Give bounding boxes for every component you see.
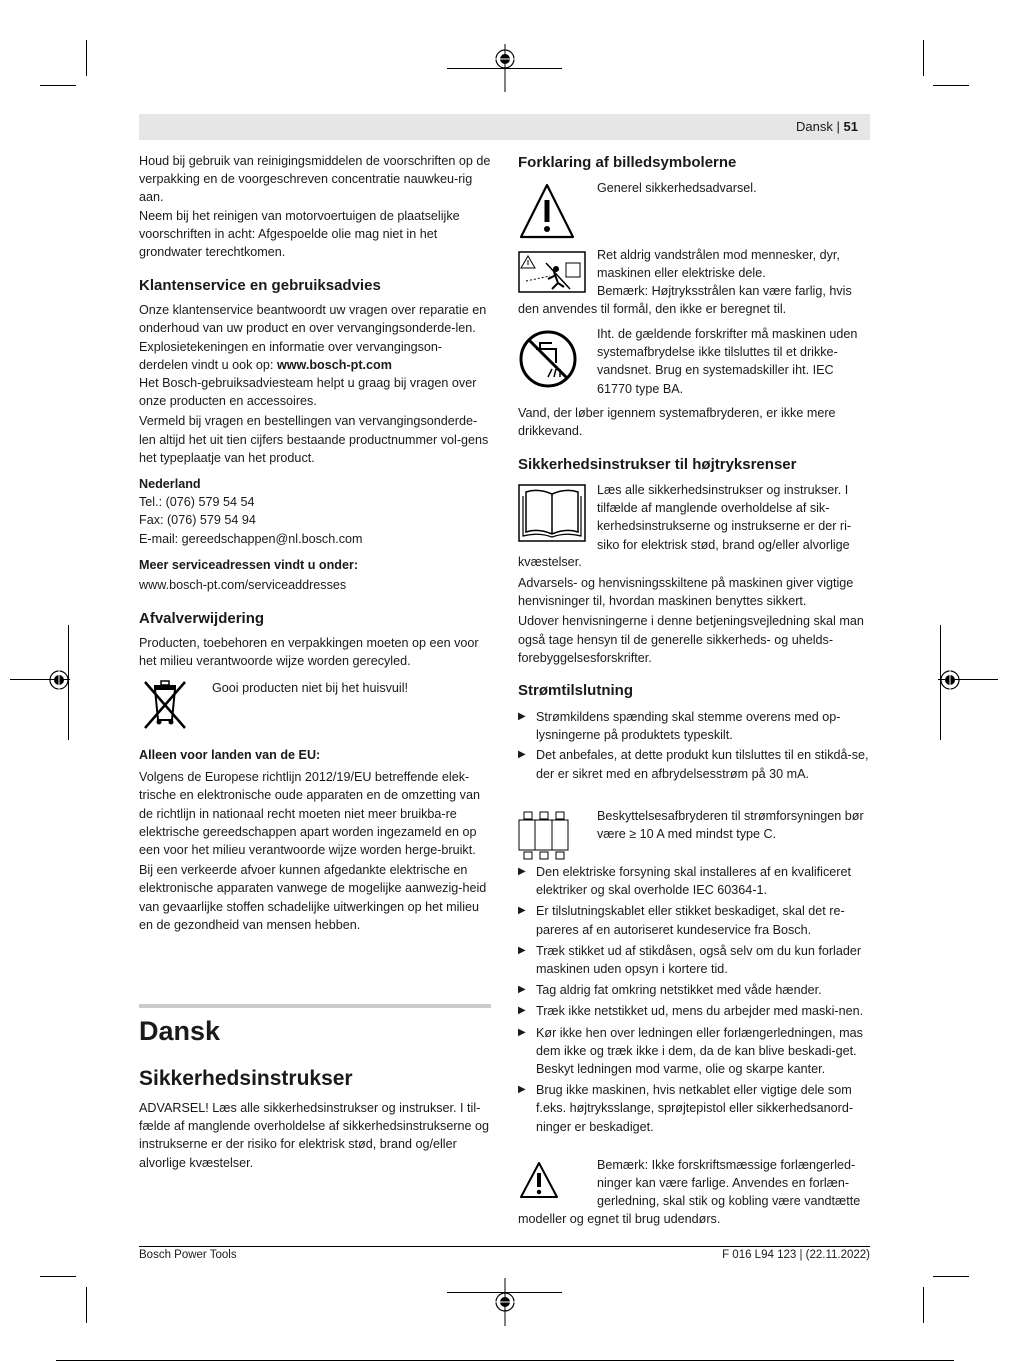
phone: Tel.: (076) 579 54 54 [139, 495, 255, 510]
bin-caption: Gooi producten niet bij het huisvuil! [212, 681, 409, 695]
list-item: ▶ Den elektriske forsyning skal installeres af en kvalificeret elektriker og skal overholde IEC 60364-1. [518, 863, 870, 899]
paragraph: Udover henvisningerne i denne betjeningsvejledning skal man også tage hensyn til de generelle sikkerheds- og uhelds-forebyggelsesforskrifter. [518, 614, 864, 665]
paragraph: Læs alle sikkerhedsinstrukser og instrukser. I tilfælde af manglende overholdelse af sik-kerhedsinstrukserne og instrukserne er der ri-siko for elektrisk stød, brand og/eller alvorlige [597, 483, 852, 552]
bullet-list [518, 863, 870, 1136]
list-item: ▶ Træk stikket ud af stikdåsen, også selv om du kun forlader maskinen uden opsyn i kortere tid. [518, 942, 870, 978]
footer-rule [139, 1246, 870, 1247]
section-heading: Klantenservice en gebruiksadvies [139, 277, 381, 295]
paragraph: Neem bij het reinigen van motorvoertuigen de plaatselijke voorschriften in acht: Afgespoelde olie mag niet in het grondwater terechtkomen. [139, 208, 460, 260]
section-heading: Afvalverwijdering [139, 610, 265, 628]
paragraph: Het Bosch-gebruiksadviesteam helpt u graag bij vragen over onze producten en accessoires. [139, 376, 477, 409]
registration-mark-icon [937, 668, 963, 692]
circuit-breaker-icon [518, 810, 570, 862]
warning-triangle-icon [518, 182, 576, 240]
registration-mark-icon [493, 1278, 517, 1326]
paragraph: kvæstelser. [518, 555, 582, 569]
country-title: Nederland [139, 477, 201, 492]
fax: Fax: (076) 579 54 94 [139, 513, 256, 528]
section-heading: Forklaring af billedsymbolerne [518, 154, 737, 171]
list-item: ▶ Træk ikke netstikket ud, mens du arbejder med maski-nen. [518, 1002, 870, 1020]
paragraph: Volgens de Europese richtlijn 2012/19/EU betreffende elek-trische en elektronische oude apparaten en de omzetting van de richtlijn in nationaal recht moeten niet meer bruikba-re elektrische gereedschappen apart worden ingezameld en op een voor het milieu verantwoorde wijze worden herge-bruikt. [139, 770, 480, 858]
subheading: Meer serviceadressen vindt u onder: [139, 557, 359, 572]
paragraph: Beskyttelsesafbryderen til strømforsyningen bør være ≥ 10 A med mindst type C. [597, 809, 864, 842]
section-heading: Sikkerhedsinstrukser til højtryksrenser [518, 456, 797, 473]
warning-triangle-icon [518, 1160, 560, 1200]
list-item: ▶ Brug ikke maskinen, hvis netkablet eller vigtige dele som f.eks. højtryksslange, sprøjtepistol eller sikkerhedsanord-ninger er beskadiget. [518, 1081, 870, 1136]
crossed-out-bin-icon [141, 678, 189, 732]
email[interactable]: E-mail: gereedschappen@nl.bosch.com [139, 531, 363, 546]
paragraph: Producten, toebehoren en verpakkingen moeten op een voor het milieu verantwoorde wijze worden gerecyled. [139, 636, 479, 669]
paragraph: Vand, der løber igennem systemafbryderen, er ikke mere drikkevand. [518, 406, 836, 439]
section-divider [139, 1004, 491, 1008]
bullet-list [518, 708, 870, 783]
symbol-text: Ret aldrig vandstrålen mod mennesker, dyr, maskinen eller elektriske dele. [597, 248, 840, 281]
chapter-title: Sikkerhedsinstrukser [139, 1067, 353, 1090]
eu-section [139, 746, 491, 934]
website-link[interactable]: www.bosch-pt.com [276, 357, 392, 372]
language-title: Dansk [139, 1016, 221, 1046]
list-item: ▶ Strømkildens spænding skal stemme overens med op-lysningerne på produktets typeskilt. [518, 708, 870, 744]
list-item: ▶ Det anbefales, at dette produkt kun tilsluttes til en stikdå-se, der er sikret med en afbrydelsesstrøm på 30 mA. [518, 746, 870, 782]
registration-mark-icon [46, 668, 72, 692]
left-column [139, 152, 491, 671]
header-language: Dansk [796, 119, 833, 134]
service-url[interactable]: www.bosch-pt.com/serviceaddresses [139, 578, 347, 593]
no-drinking-water-icon [518, 329, 578, 389]
paragraph: Bij een verkeerde afvoer kunnen afgedankte elektrische en elektronische apparaten vanwege de mogelijke aanwezig-heid van gevaarlijke stoffen schadelijke uitwerkingen op het milieu en de gezondheid van mensen hebben. [139, 863, 487, 932]
list-item: ▶ Er tilslutningskablet eller stikket beskadiget, skal det re-pareres af en autoriseret kundeservice fra Bosch. [518, 902, 870, 938]
page-number: 51 [843, 119, 858, 134]
symbol-text: Generel sikkerhedsadvarsel. [597, 181, 757, 195]
symbol-text: Bemærk: Højtryksstrålen kan være farlig, hvis [597, 284, 852, 298]
subheading: Alleen voor landen van de EU: [139, 748, 321, 762]
paragraph: Onze klantenservice beantwoordt uw vragen over reparatie en onderhoud van uw product en over vervangingsonderde-len. Explosietekeningen en informatie over vervangingson-derdelen vindt u ook op: www.bosch-pt.com [139, 303, 487, 372]
note-text: Bemærk: Ikke forskriftsmæssige forlængerled-ninger kan være farlige. Anvendes en forlæn-gerledning, skal stik og kobling være vandtætte [597, 1158, 861, 1209]
read-manual-icon [518, 484, 586, 542]
footer-doc-number: F 016 L94 123 | (22.11.2022) [722, 1249, 870, 1261]
note-text: modeller og egnet til brug udendørs. [518, 1212, 721, 1226]
header-separator: | [836, 119, 840, 134]
paragraph: Vermeld bij vragen en bestellingen van vervangingsonderde-len altijd het uit tien cijfers bestaande productnummer vol-gens het typeplaatje van het product. [139, 414, 489, 465]
no-spray-people-icon [518, 251, 586, 293]
paragraph [518, 574, 870, 667]
paragraph: Advarsels- og henvisningsskiltene på maskinen giver vigtige henvisninger til, hvordan maskinen benyttes sikkert. [518, 576, 854, 609]
list-item: ▶ Tag aldrig fat omkring netstikket med våde hænder. [518, 981, 870, 999]
symbol-text: den anvendes til formål, den ikke er beregnet til. [518, 302, 787, 316]
page-header [139, 114, 870, 140]
footer-brand: Bosch Power Tools [139, 1249, 237, 1261]
section-heading: Strømtilslutning [518, 682, 633, 699]
paragraph: Houd bij gebruik van reinigingsmiddelen de voorschriften op de verpakking en de voorgeschreven concentratie nauwkeu-rig aan. [139, 154, 491, 205]
paragraph: ADVARSEL! Læs alle sikkerhedsinstrukser og instrukser. I til-fælde af manglende overholdelse af sikkerhedsinstrukserne og instrukserne er der risiko for elektrisk stød, brand og/eller alvorlige kvæstelser. [139, 1101, 490, 1170]
list-item: ▶ Kør ikke hen over ledningen eller forlængerledningen, mas dem ikke og træk ikke i dem, da de kan blive beskadi-get. Beskyt ledningen mod varme, olie og skarpe kanter. [518, 1024, 870, 1079]
registration-mark-icon [493, 44, 517, 92]
symbol-text: Iht. de gældende forskrifter må maskinen uden systemafbrydelse ikke tilsluttes til et drikke-vandsnet. Brug en systemadskiller iht. IEC 61770 type BA. [597, 327, 858, 396]
